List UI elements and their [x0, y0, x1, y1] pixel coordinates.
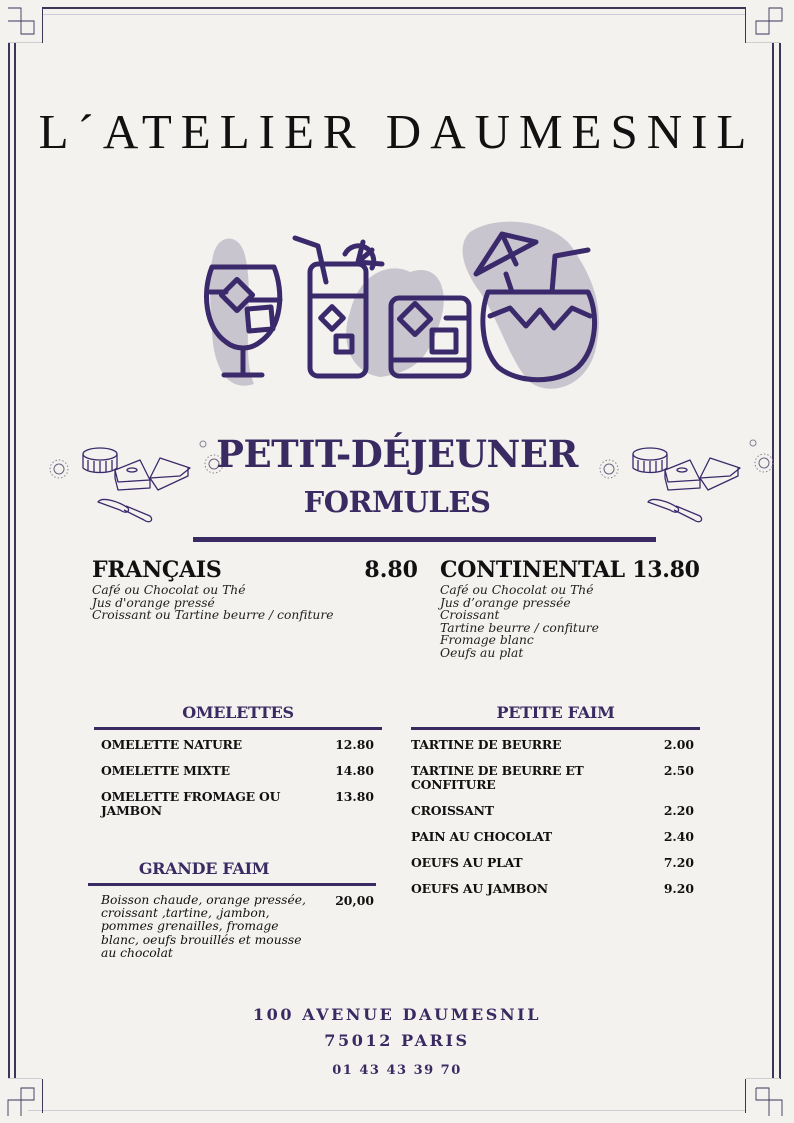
menu-item: PAIN AU CHOCOLAT 2.40: [411, 828, 694, 844]
corner-ornament-top-left: [6, 6, 38, 38]
address-street: 100 AVENUE DAUMESNIL: [252, 1005, 542, 1024]
menu-item: TARTINE DE BEURRE 2.00: [411, 737, 694, 752]
section-petite-faim: [411, 701, 700, 908]
formule-continental: [440, 556, 700, 660]
section-divider: [88, 883, 376, 886]
section-title: GRANDE FAIM: [138, 859, 270, 878]
menu-item: Boisson chaude, orange pressée, croissant ,tartine, ,jambon, pommes grenailles, fromage blanc, oeufs brouillés et mousse au chocolat 20,00: [101, 893, 374, 960]
formule-price: 8.80: [364, 557, 418, 583]
section-omelettes: [94, 701, 382, 830]
formule-name: CONTINENTAL 13.80: [440, 557, 700, 583]
menu-item: CROISSANT 2.20: [411, 802, 694, 818]
menu-item: OMELETTE MIXTE 14.80: [101, 763, 374, 778]
menu-item: OEUFS AU PLAT 7.20: [411, 854, 694, 870]
section-grande-faim: [88, 857, 376, 973]
formule-francais: [92, 556, 418, 622]
corner-ornament-bottom-right: [752, 1086, 784, 1118]
section-divider: [94, 727, 382, 730]
restaurant-title: L´ATELIER DAUMESNIL: [38, 104, 756, 159]
menu-item: OMELETTE FROMAGE OU JAMBON 13.80: [101, 789, 374, 818]
section-title: OMELETTES: [182, 703, 294, 722]
formule-description: Café ou Chocolat ou Thé Jus d’orange pressée Croissant Tartine beurre / confiture Fromage blanc Oeufs au plat: [440, 583, 599, 660]
formule-name: FRANÇAIS: [92, 557, 222, 583]
menu-heading: PETIT-DÉJEUNER: [216, 432, 578, 476]
phone-number: 01 43 43 39 70: [332, 1063, 462, 1078]
corner-ornament-bottom-left: [6, 1086, 38, 1118]
menu-subheading: FORMULES: [303, 485, 491, 519]
section-title: PETITE FAIM: [496, 703, 615, 722]
menu-item: OMELETTE NATURE 12.80: [101, 737, 374, 752]
heading-divider: [193, 537, 656, 542]
cocktail-drinks-illustration: [200, 212, 620, 402]
formule-description: Café ou Chocolat ou Thé Jus d'orange pressé Croissant ou Tartine beurre / confiture: [92, 583, 334, 623]
formule-price: 13.80: [632, 557, 700, 583]
address-city: 75012 PARIS: [324, 1031, 470, 1050]
section-divider: [411, 727, 700, 730]
menu-item: TARTINE DE BEURRE ET CONFITURE 2.50: [411, 763, 694, 792]
menu-item: OEUFS AU JAMBON 9.20: [411, 880, 694, 896]
corner-ornament-top-right: [752, 6, 784, 38]
